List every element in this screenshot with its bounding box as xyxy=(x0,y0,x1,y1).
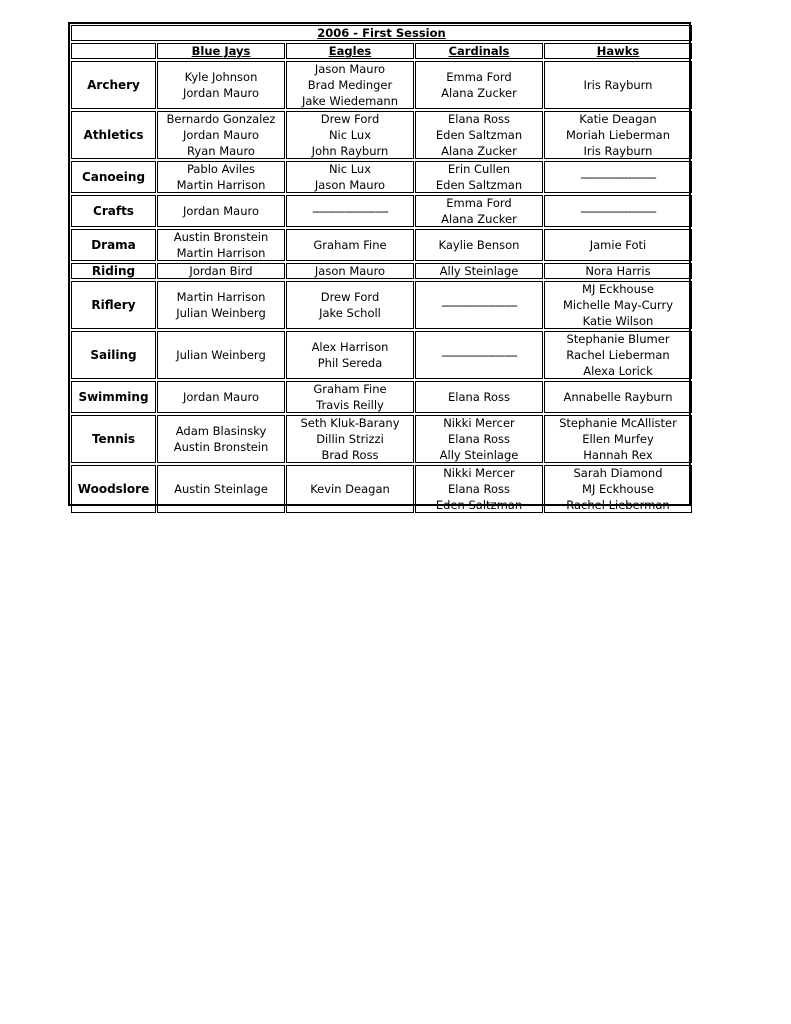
camper-name: Jordan Mauro xyxy=(182,390,259,404)
cell-canoeing-cardinals xyxy=(415,161,543,193)
activity-label-archery: Archery xyxy=(71,61,156,109)
camper-name: Sarah Diamond xyxy=(573,466,663,480)
cell-drama-cardinals xyxy=(415,229,543,261)
cell-swimming-hawks xyxy=(544,381,692,413)
camper-name: Drew Ford xyxy=(320,112,380,126)
camper-name: Rachel Lieberman xyxy=(566,498,670,512)
camper-name: Graham Fine xyxy=(313,382,387,396)
empty-dashes: ------------------------ xyxy=(312,204,388,218)
cell-riflery-hawks xyxy=(544,281,692,329)
camper-name: Martin Harrison xyxy=(176,246,266,260)
cell-riding-eagles xyxy=(286,263,414,279)
cell-sailing-cardinals xyxy=(415,331,543,379)
empty-dashes: ------------------------ xyxy=(441,348,517,362)
camper-name: Elana Ross xyxy=(448,112,510,126)
cell-riflery-eagles xyxy=(286,281,414,329)
cell-drama-blue-jays xyxy=(157,229,285,261)
column-header-blue-jays: Blue Jays xyxy=(157,43,285,59)
camper-name: Hannah Rex xyxy=(583,448,653,462)
camper-name: Seth Kluk-Barany xyxy=(300,416,400,430)
cell-swimming-cardinals xyxy=(415,381,543,413)
camper-name: Julian Weinberg xyxy=(176,306,266,320)
camper-name: Ally Steinlage xyxy=(439,448,519,462)
camper-name: Drew Ford xyxy=(320,290,380,304)
camper-name: Ellen Murfey xyxy=(582,432,654,446)
camper-name: Katie Wilson xyxy=(582,314,654,328)
camper-name: Nora Harris xyxy=(585,264,651,278)
activity-label-canoeing: Canoeing xyxy=(71,161,156,193)
cell-tennis-hawks xyxy=(544,415,692,463)
camper-name: Martin Harrison xyxy=(176,178,266,192)
cell-sailing-blue-jays xyxy=(157,331,285,379)
camper-name: Stephanie McAllister xyxy=(559,416,677,430)
camper-name: Michelle May-Curry xyxy=(562,298,674,312)
schedule-table xyxy=(68,22,691,512)
camper-name: Nikki Mercer xyxy=(443,416,515,430)
camper-name: Elana Ross xyxy=(448,432,510,446)
column-header-hawks: Hawks xyxy=(544,43,692,59)
camper-name: Katie Deagan xyxy=(579,112,657,126)
camper-name: Nikki Mercer xyxy=(443,466,515,480)
cell-crafts-hawks xyxy=(544,195,692,227)
camper-name: Pablo Aviles xyxy=(186,162,256,176)
cell-athletics-eagles xyxy=(286,111,414,159)
camper-name: Eden Saltzman xyxy=(435,128,523,142)
camper-name: Martin Harrison xyxy=(176,290,266,304)
camper-name: Bernardo Gonzalez xyxy=(166,112,276,126)
cell-woodslore-blue-jays xyxy=(157,465,285,513)
camper-name: Austin Bronstein xyxy=(173,230,269,244)
camper-name: Jason Mauro xyxy=(314,178,386,192)
camper-name: John Rayburn xyxy=(311,144,389,158)
column-header-eagles: Eagles xyxy=(286,43,414,59)
camper-name: Kaylie Benson xyxy=(438,238,520,252)
camper-name: Jason Mauro xyxy=(314,264,386,278)
cell-sailing-eagles xyxy=(286,331,414,379)
activity-label-tennis: Tennis xyxy=(71,415,156,463)
camper-name: Annabelle Rayburn xyxy=(563,390,673,404)
cell-riding-cardinals xyxy=(415,263,543,279)
column-header-cardinals: Cardinals xyxy=(415,43,543,59)
cell-swimming-blue-jays xyxy=(157,381,285,413)
cell-athletics-blue-jays xyxy=(157,111,285,159)
cell-woodslore-cardinals xyxy=(415,465,543,513)
camper-name: Jake Wiedemann xyxy=(301,94,398,108)
camper-name: Phil Sereda xyxy=(317,356,383,370)
table-title: 2006 - First Session xyxy=(71,25,692,41)
cell-archery-blue-jays xyxy=(157,61,285,109)
camper-name: Alana Zucker xyxy=(441,86,517,100)
camper-name: Jordan Mauro xyxy=(182,86,259,100)
camper-name: Nic Lux xyxy=(328,162,372,176)
cell-woodslore-hawks xyxy=(544,465,692,513)
camper-name: Dillin Strizzi xyxy=(316,432,384,446)
camper-name: Alana Zucker xyxy=(441,212,517,226)
cell-archery-eagles xyxy=(286,61,414,109)
camper-name: Brad Medinger xyxy=(307,78,393,92)
cell-canoeing-hawks xyxy=(544,161,692,193)
camper-name: Elana Ross xyxy=(448,390,510,404)
camper-name: Travis Reilly xyxy=(316,398,384,412)
cell-crafts-cardinals xyxy=(415,195,543,227)
camper-name: Emma Ford xyxy=(446,70,512,84)
camper-name: Austin Bronstein xyxy=(173,440,269,454)
cell-riflery-cardinals xyxy=(415,281,543,329)
camper-name: Eden Saltzman xyxy=(435,178,523,192)
camper-name: MJ Eckhouse xyxy=(582,482,654,496)
camper-name: Stephanie Blumer xyxy=(566,332,670,346)
camper-name: Alexa Lorick xyxy=(583,364,653,378)
cell-woodslore-eagles xyxy=(286,465,414,513)
cell-riflery-blue-jays xyxy=(157,281,285,329)
camper-name: Kyle Johnson xyxy=(184,70,258,84)
camper-name: Brad Ross xyxy=(321,448,379,462)
cell-tennis-blue-jays xyxy=(157,415,285,463)
activity-label-riding: Riding xyxy=(71,263,156,279)
camper-name: Kevin Deagan xyxy=(310,482,390,496)
cell-drama-eagles xyxy=(286,229,414,261)
cell-sailing-hawks xyxy=(544,331,692,379)
cell-crafts-blue-jays xyxy=(157,195,285,227)
activity-label-woodslore: Woodslore xyxy=(71,465,156,513)
camper-name: Iris Rayburn xyxy=(583,78,653,92)
camper-name: Jamie Foti xyxy=(589,238,647,252)
camper-name: Ally Steinlage xyxy=(439,264,519,278)
camper-name: Jordan Bird xyxy=(189,264,253,278)
cell-canoeing-eagles xyxy=(286,161,414,193)
cell-athletics-hawks xyxy=(544,111,692,159)
camper-name: Jason Mauro xyxy=(314,62,386,76)
camper-name: Elana Ross xyxy=(448,482,510,496)
camper-name: Eden Saltzman xyxy=(435,498,523,512)
activity-label-sailing: Sailing xyxy=(71,331,156,379)
cell-riding-blue-jays xyxy=(157,263,285,279)
cell-athletics-cardinals xyxy=(415,111,543,159)
activity-label-athletics: Athletics xyxy=(71,111,156,159)
corner-cell xyxy=(71,43,156,59)
cell-archery-hawks xyxy=(544,61,692,109)
camper-name: Erin Cullen xyxy=(447,162,511,176)
cell-tennis-eagles xyxy=(286,415,414,463)
cell-swimming-eagles xyxy=(286,381,414,413)
camper-name: Iris Rayburn xyxy=(583,144,653,158)
camper-name: Ryan Mauro xyxy=(187,144,255,158)
empty-dashes: ------------------------ xyxy=(580,204,656,218)
camper-name: MJ Eckhouse xyxy=(582,282,654,296)
cell-riding-hawks xyxy=(544,263,692,279)
camper-name: Alana Zucker xyxy=(441,144,517,158)
camper-name: Jake Scholl xyxy=(319,306,381,320)
cell-archery-cardinals xyxy=(415,61,543,109)
activity-label-swimming: Swimming xyxy=(71,381,156,413)
cell-tennis-cardinals xyxy=(415,415,543,463)
cell-crafts-eagles xyxy=(286,195,414,227)
activity-label-drama: Drama xyxy=(71,229,156,261)
camper-name: Adam Blasinsky xyxy=(175,424,267,438)
cell-drama-hawks xyxy=(544,229,692,261)
camper-name: Nic Lux xyxy=(328,128,372,142)
camper-name: Jordan Mauro xyxy=(182,128,259,142)
camper-name: Alex Harrison xyxy=(311,340,389,354)
cell-canoeing-blue-jays xyxy=(157,161,285,193)
empty-dashes: ------------------------ xyxy=(580,170,656,184)
camper-name: Moriah Lieberman xyxy=(566,128,670,142)
schedule-grid xyxy=(71,25,688,512)
activity-label-crafts: Crafts xyxy=(71,195,156,227)
camper-name: Julian Weinberg xyxy=(176,348,266,362)
camper-name: Graham Fine xyxy=(313,238,387,252)
camper-name: Austin Steinlage xyxy=(174,482,268,496)
camper-name: Rachel Lieberman xyxy=(566,348,670,362)
camper-name: Emma Ford xyxy=(446,196,512,210)
empty-dashes: ------------------------ xyxy=(441,298,517,312)
activity-label-riflery: Riflery xyxy=(71,281,156,329)
camper-name: Jordan Mauro xyxy=(182,204,259,218)
